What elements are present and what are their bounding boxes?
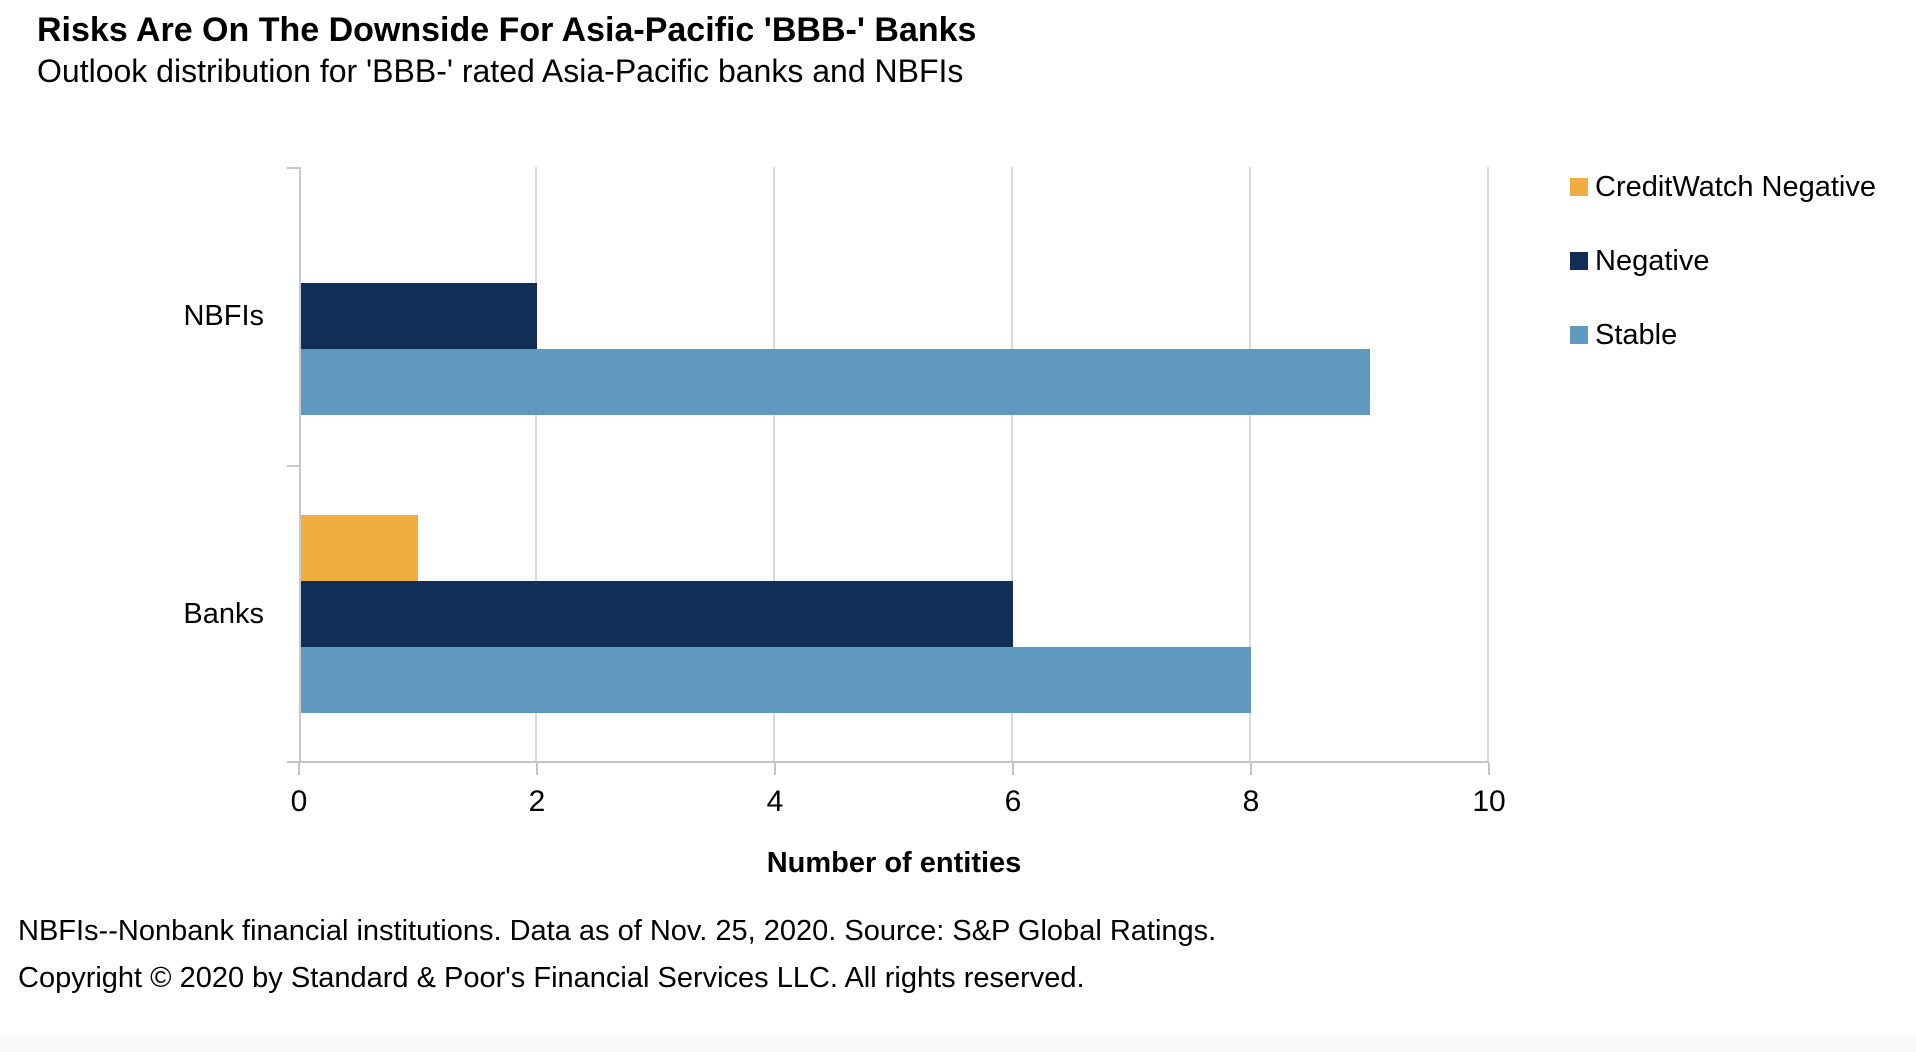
y-axis-tick-0	[287, 167, 299, 169]
x-axis-line	[287, 761, 1489, 763]
legend-item-stable	[1570, 318, 1876, 352]
x-axis-tick-4	[774, 763, 776, 775]
bar-banks-negative	[299, 581, 1013, 647]
legend-swatch-creditwatch-negative	[1570, 178, 1588, 196]
footnote-copyright: Copyright © 2020 by Standard & Poor's Financial Services LLC. All rights reserved.	[18, 962, 1085, 994]
plot-area	[299, 167, 1489, 763]
legend-swatch-negative	[1570, 252, 1588, 270]
x-axis-tick-label-10: 10	[1472, 785, 1506, 818]
x-axis-tick-label-2: 2	[528, 785, 546, 818]
legend-swatch-stable	[1570, 326, 1588, 344]
category-label-nbfis: NBFIs	[183, 300, 264, 332]
legend	[1570, 170, 1876, 392]
x-axis-tick-10	[1488, 763, 1490, 775]
legend-label-stable: Stable	[1595, 319, 1678, 351]
chart-subtitle: Outlook distribution for 'BBB-' rated Asia-Pacific banks and NBFIs	[37, 53, 964, 89]
x-axis-tick-8	[1250, 763, 1252, 775]
x-axis-tick-0	[298, 763, 300, 775]
x-axis-tick-6	[1012, 763, 1014, 775]
x-axis-tick-label-6: 6	[1004, 785, 1022, 818]
legend-label-creditwatch-negative: CreditWatch Negative	[1595, 171, 1876, 203]
legend-item-negative	[1570, 244, 1876, 278]
gridline-x-10	[1487, 167, 1489, 763]
bar-banks-stable	[299, 647, 1251, 713]
y-axis-tick-1	[287, 465, 299, 467]
category-label-banks: Banks	[183, 598, 264, 630]
x-axis-tick-label-8: 8	[1242, 785, 1260, 818]
footnote-source: NBFIs--Nonbank financial institutions. Data as of Nov. 25, 2020. Source: S&P Global Ratings.	[18, 915, 1217, 947]
x-axis-tick-label-0: 0	[290, 785, 308, 818]
bar-banks-creditwatch-negative	[299, 515, 418, 581]
bar-nbfis-negative	[299, 283, 537, 349]
x-axis-tick-label-4: 4	[766, 785, 784, 818]
bar-nbfis-stable	[299, 349, 1370, 415]
footnotes	[18, 908, 1216, 1002]
x-axis-tick-2	[536, 763, 538, 775]
legend-label-negative: Negative	[1595, 245, 1710, 277]
y-axis-line	[299, 167, 301, 763]
x-axis-title: Number of entities	[766, 847, 1022, 879]
chart-title: Risks Are On The Downside For Asia-Pacific 'BBB-' Banks	[37, 11, 977, 49]
legend-item-creditwatch-negative	[1570, 170, 1876, 204]
bottom-strip	[0, 1036, 1916, 1052]
